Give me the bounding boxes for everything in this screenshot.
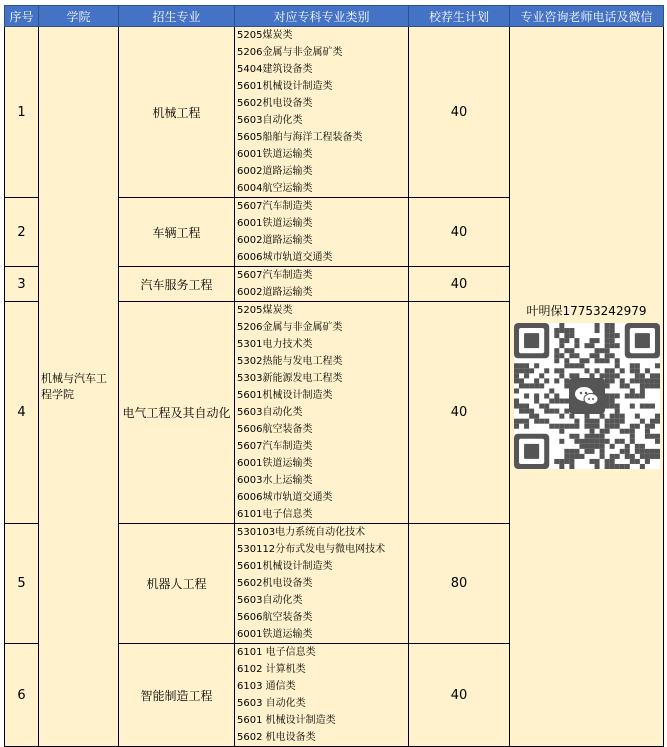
major-name: 电气工程及其自动化 — [119, 302, 235, 524]
category-item: 5302热能与发电工程类 — [237, 356, 343, 367]
category-item: 5603 自动化类 — [237, 698, 306, 709]
wechat-logo-icon — [569, 378, 605, 414]
header-cell: 学院 — [39, 6, 119, 27]
category-item: 5607汽车制造类 — [237, 201, 313, 212]
category-item: 6006城市轨道交通类 — [237, 492, 333, 503]
category-list — [235, 198, 409, 267]
plan-count: 40 — [409, 267, 510, 302]
enrollment-table — [4, 5, 664, 747]
college-name: 机械与汽车工程学院 — [39, 27, 119, 747]
header-cell: 专业咨询老师电话及微信 — [510, 6, 664, 27]
category-item: 5606航空装备类 — [237, 424, 313, 435]
category-item: 5205煤炭类 — [237, 30, 293, 41]
category-item: 6006城市轨道交通类 — [237, 252, 333, 263]
wechat-qr-code — [514, 323, 660, 469]
category-item: 5601机械设计制造类 — [237, 390, 333, 401]
category-item: 5301电力技术类 — [237, 339, 313, 350]
category-item: 5601 机械设计制造类 — [237, 715, 336, 726]
contact-cell — [510, 27, 664, 747]
header-cell: 对应专科专业类别 — [235, 6, 409, 27]
major-name: 机器人工程 — [119, 524, 235, 644]
category-item: 6001铁道运输类 — [237, 218, 313, 229]
category-item: 5607汽车制造类 — [237, 270, 313, 281]
major-name: 智能制造工程 — [119, 644, 235, 747]
category-item: 5205煤炭类 — [237, 305, 293, 316]
category-item: 5206金属与非金属矿类 — [237, 322, 343, 333]
category-list — [235, 524, 409, 644]
category-item: 6001铁道运输类 — [237, 629, 313, 640]
category-item: 5603自动化类 — [237, 407, 303, 418]
category-item: 5606航空装备类 — [237, 612, 313, 623]
row-number: 6 — [5, 644, 39, 747]
category-item: 530112分布式发电与微电网技术 — [237, 544, 386, 555]
plan-count: 40 — [409, 302, 510, 524]
header-cell: 招生专业 — [119, 6, 235, 27]
plan-count: 40 — [409, 27, 510, 198]
page — [4, 5, 664, 747]
major-name: 汽车服务工程 — [119, 267, 235, 302]
category-item: 5601机械设计制造类 — [237, 81, 333, 92]
plan-count: 80 — [409, 524, 510, 644]
category-list — [235, 302, 409, 524]
category-item: 5602 机电设备类 — [237, 732, 316, 743]
header-cell: 序号 — [5, 6, 39, 27]
category-item: 6003水上运输类 — [237, 475, 313, 486]
category-item: 5601机械设计制造类 — [237, 561, 333, 572]
category-item: 5602机电设备类 — [237, 578, 313, 589]
category-item: 5605船舶与海洋工程装备类 — [237, 132, 363, 143]
row-number: 3 — [5, 267, 39, 302]
header-cell: 校荐生计划 — [409, 6, 510, 27]
category-item: 6001铁道运输类 — [237, 149, 313, 160]
header-row — [5, 6, 664, 27]
category-item: 6004航空运输类 — [237, 183, 313, 194]
contact-info: 叶明保17753242979 — [526, 303, 647, 318]
category-item: 5206金属与非金属矿类 — [237, 47, 343, 58]
category-item: 6002道路运输类 — [237, 287, 313, 298]
category-item: 6002道路运输类 — [237, 235, 313, 246]
category-list — [235, 644, 409, 747]
row-number: 1 — [5, 27, 39, 198]
major-name: 机械工程 — [119, 27, 235, 198]
plan-count: 40 — [409, 198, 510, 267]
category-item: 5603自动化类 — [237, 595, 303, 606]
category-item: 5607汽车制造类 — [237, 441, 313, 452]
category-item: 5303新能源发电工程类 — [237, 373, 343, 384]
plan-count: 40 — [409, 644, 510, 747]
major-name: 车辆工程 — [119, 198, 235, 267]
category-item: 6001铁道运输类 — [237, 458, 313, 469]
category-item: 6002道路运输类 — [237, 166, 313, 177]
category-item: 530103电力系统自动化技术 — [237, 527, 366, 538]
category-item: 6101 电子信息类 — [237, 647, 316, 658]
category-list — [235, 27, 409, 198]
row-number: 4 — [5, 302, 39, 524]
category-item: 6102 计算机类 — [237, 664, 306, 675]
category-item: 6103 通信类 — [237, 681, 296, 692]
category-item: 5602机电设备类 — [237, 98, 313, 109]
category-item: 6101电子信息类 — [237, 509, 313, 520]
category-item: 5603自动化类 — [237, 115, 303, 126]
row-number: 2 — [5, 198, 39, 267]
category-item: 5404建筑设备类 — [237, 64, 313, 75]
category-list — [235, 267, 409, 302]
table-row — [5, 27, 664, 198]
row-number: 5 — [5, 524, 39, 644]
